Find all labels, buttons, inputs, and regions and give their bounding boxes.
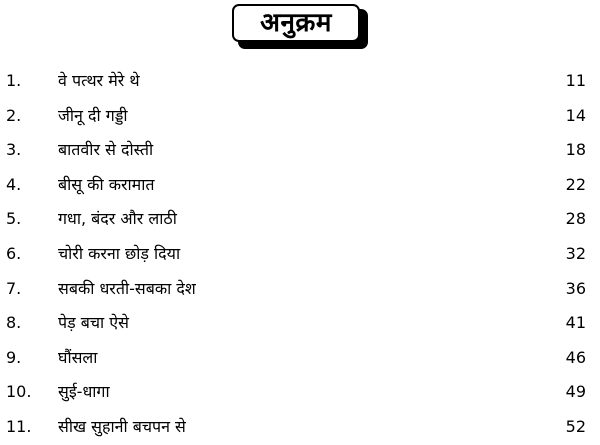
entry-number: 4. [6, 174, 22, 194]
toc-entry[interactable] [0, 99, 600, 134]
toc-entry[interactable] [0, 202, 600, 237]
toc-entry[interactable] [0, 375, 600, 410]
entry-title: सुई-धागा [58, 382, 110, 402]
entry-page-number: 46 [565, 347, 586, 367]
entry-title: गधा, बंदर और लाठी [58, 209, 177, 229]
table-of-contents [0, 64, 600, 445]
toc-entry[interactable] [0, 237, 600, 272]
entry-page-number: 49 [565, 382, 586, 402]
entry-title: बातवीर से दोस्ती [58, 140, 154, 160]
entry-title: सीख सुहानी बचपन से [58, 416, 186, 436]
entry-number: 9. [6, 347, 22, 367]
entry-title: घौंसला [58, 347, 98, 367]
entry-number: 1. [6, 71, 22, 90]
entry-page-number: 41 [565, 313, 586, 333]
toc-entry[interactable] [0, 133, 600, 168]
entry-page-number: 36 [565, 278, 586, 298]
entry-title: चोरी करना छोड़ दिया [58, 243, 181, 263]
entry-number: 7. [6, 278, 22, 298]
entry-number: 10. [6, 382, 32, 402]
heading-box-frame [232, 4, 360, 42]
entry-title: बीसू की करामात [58, 174, 155, 194]
toc-entry[interactable] [0, 64, 600, 99]
contents-heading-box [232, 4, 368, 46]
entry-page-number: 18 [565, 140, 586, 160]
entry-number: 8. [6, 313, 22, 333]
entry-title: पेड़ बचा ऐसे [58, 313, 129, 333]
entry-title: सबकी धरती-सबका देश [58, 278, 196, 298]
entry-page-number: 14 [565, 105, 586, 125]
toc-entry[interactable] [0, 341, 600, 376]
entry-page-number: 32 [565, 243, 586, 263]
entry-page-number: 52 [565, 416, 586, 436]
entry-number: 3. [6, 140, 22, 160]
entry-number: 5. [6, 209, 22, 229]
entry-title: वे पत्थर मेरे थे [58, 71, 140, 90]
contents-heading: अनुक्रम [260, 8, 332, 38]
entry-title: जीनू दी गड्डी [58, 105, 128, 125]
toc-entry[interactable] [0, 272, 600, 307]
entry-number: 2. [6, 105, 22, 125]
entry-number: 11. [6, 416, 32, 436]
entry-page-number: 11 [565, 71, 586, 90]
entry-page-number: 22 [565, 174, 586, 194]
toc-entry[interactable] [0, 168, 600, 203]
toc-entry[interactable] [0, 306, 600, 341]
toc-entry[interactable] [0, 410, 600, 445]
entry-page-number: 28 [565, 209, 586, 229]
entry-number: 6. [6, 243, 22, 263]
